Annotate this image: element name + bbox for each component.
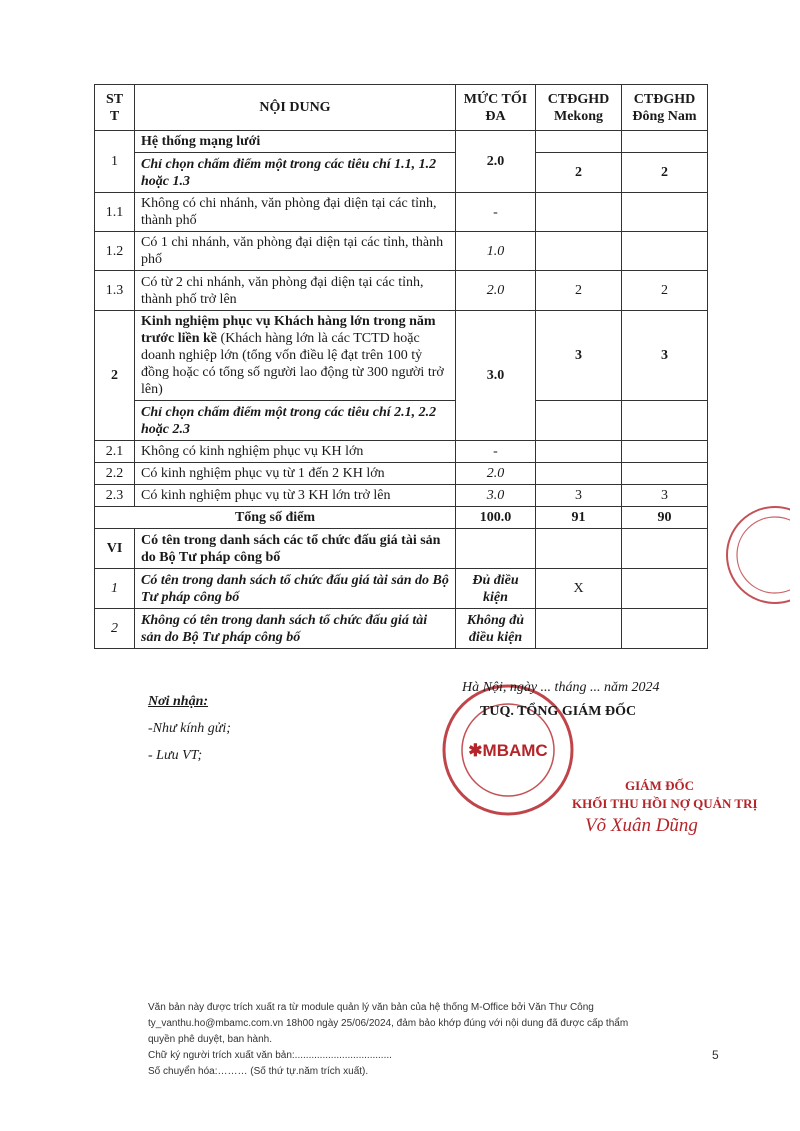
side-stamp-icon [700,495,790,615]
row-score-a-empty [536,232,622,271]
recipient-line: - Lưu VT; [148,748,203,763]
row-score-b-empty [622,609,708,649]
row-score-a-empty [536,463,622,485]
row-max: 3.0 [456,485,536,507]
total-score-a: 91 [536,507,622,529]
row-stt: 1 [95,569,135,609]
row-title: Hệ thống mạng lưới [135,131,456,153]
row-score-b-empty [622,401,708,441]
row-score-b: 2 [622,271,708,311]
row-score-b-empty [622,569,708,609]
footer-line: ty_vanthu.ho@mbamc.com.vn 18h00 ngày 25/06/2024, đảm bảo khớp đúng với nội dung đã được cấp thẩm [148,1018,629,1029]
row-desc: (Khách hàng lớn là các TCTD hoặc doanh nghiệp lớn (tổng vốn điều lệ đạt trên 100 tỷ đồng hoặc có tổng số người lao động từ 300 người trở lên) [141,331,444,397]
row-text: Không có chi nhánh, văn phòng đại diện tại các tỉnh, thành phố [135,193,456,232]
row-score-a: 3 [536,311,622,401]
table-row [95,311,708,401]
row-score-b-empty [622,441,708,463]
table-row [95,131,708,153]
footer-line: quyền phê duyệt, ban hành. [148,1034,272,1045]
row-max: 2.0 [456,463,536,485]
row-text: Có 1 chi nhánh, văn phòng đại diện tại các tỉnh, thành phố [135,232,456,271]
row-max: - [456,441,536,463]
row-max: - [456,193,536,232]
footer-line: Văn bản này được trích xuất ra từ module quản lý văn bản của hệ thống M-Office bởi Văn Thư Công [148,1002,594,1013]
table-row [95,529,708,569]
row-score-a: 2 [536,271,622,311]
table-row [95,401,708,441]
row-stt: 2 [95,311,135,441]
header-stt: ST T [95,85,135,131]
table-row [95,441,708,463]
table-row [95,153,708,193]
table-row [95,609,708,649]
row-stt: 2.2 [95,463,135,485]
row-max: 3.0 [456,311,536,441]
row-score-a: X [536,569,622,609]
row-score-b-empty [622,131,708,153]
row-title: Kinh nghiệm phục vụ Khách hàng lớn trong năm trước liền kề [141,314,436,346]
row-score-a-empty [536,609,622,649]
row-score-b-empty [622,232,708,271]
row-max: 2.0 [456,271,536,311]
row-score-a-empty [536,401,622,441]
total-score-b: 90 [622,507,708,529]
row-max: 1.0 [456,232,536,271]
row-stt: 1 [95,131,135,193]
sign-date: Hà Nội, ngày ... tháng ... năm 2024 [462,680,660,695]
footer-line: Chữ ký người trích xuất văn bản:................................... [148,1050,392,1061]
row-note: Chỉ chọn chấm điểm một trong các tiêu chí 1.1, 1.2 hoặc 1.3 [135,153,456,193]
footer-line: Số chuyển hóa:……… (Số thứ tự.năm trích xuất). [148,1066,369,1077]
row-score-a: 2 [536,153,622,193]
extraction-footer [148,1000,678,1080]
row-stt: 2 [95,609,135,649]
table-row [95,485,708,507]
row-text: Có tên trong danh sách các tổ chức đấu giá tài sản do Bộ Tư pháp công bố [135,529,456,569]
row-max: 2.0 [456,131,536,193]
row-max: Đủ điều kiện [456,569,536,609]
row-max-empty [456,529,536,569]
recipients-title: Nơi nhận: [148,694,209,709]
row-text: Có từ 2 chi nhánh, văn phòng đại diện tại các tỉnh, thành phố trở lên [135,271,456,311]
table-row [95,271,708,311]
row-score-a: 3 [536,485,622,507]
row-note: Chỉ chọn chấm điểm một trong các tiêu chí 2.1, 2.2 hoặc 2.3 [135,401,456,441]
table-row [95,569,708,609]
row-stt: 1.3 [95,271,135,311]
signature-block [420,680,780,860]
row-score-b: 3 [622,485,708,507]
row-text: Có kinh nghiệm phục vụ từ 3 KH lớn trở lên [135,485,456,507]
row-score-a-empty [536,131,622,153]
sign-on-behalf: TUQ. TỔNG GIÁM ĐỐC [480,704,637,719]
row-score-b: 2 [622,153,708,193]
row-score-b-empty [622,529,708,569]
row-stt: 1.2 [95,232,135,271]
total-max: 100.0 [456,507,536,529]
row-score-a-empty [536,441,622,463]
row-score-b: 3 [622,311,708,401]
row-stt: 2.1 [95,441,135,463]
header-content: NỘI DUNG [135,85,456,131]
sign-title-2: KHỐI THU HỒI NỢ QUẢN TRỊ [572,796,758,811]
row-max: Không đủ điều kiện [456,609,536,649]
table-row [95,463,708,485]
signer-name: Võ Xuân Dũng [585,815,698,836]
row-text: Không có tên trong danh sách tổ chức đấu giá tài sản do Bộ Tư pháp công bố [135,609,456,649]
row-stt: VI [95,529,135,569]
score-table [94,84,708,649]
recipient-line: -Như kính gửi; [148,721,231,736]
row-text [135,311,456,401]
row-score-a-empty [536,193,622,232]
header-row [95,85,708,131]
row-text: Có tên trong danh sách tổ chức đấu giá tài sản do Bộ Tư pháp công bố [135,569,456,609]
row-score-b-empty [622,463,708,485]
row-stt: 1.1 [95,193,135,232]
row-text: Không có kinh nghiệm phục vụ KH lớn [135,441,456,463]
row-score-a-empty [536,529,622,569]
header-max: MỨC TỐI ĐA [456,85,536,131]
page-number: 5 [712,1048,719,1062]
sign-title-1: GIÁM ĐỐC [625,778,694,793]
total-row [95,507,708,529]
recipients-block [148,688,231,769]
table-row [95,193,708,232]
table-row [95,232,708,271]
seal-logo: ✱MBAMC [468,741,548,760]
row-stt: 2.3 [95,485,135,507]
header-col-a: CTĐGHD Mekong [536,85,622,131]
row-score-b-empty [622,193,708,232]
row-text: Có kinh nghiệm phục vụ từ 1 đến 2 KH lớn [135,463,456,485]
total-label: Tổng số điểm [95,507,456,529]
header-col-b: CTĐGHD Đông Nam [622,85,708,131]
